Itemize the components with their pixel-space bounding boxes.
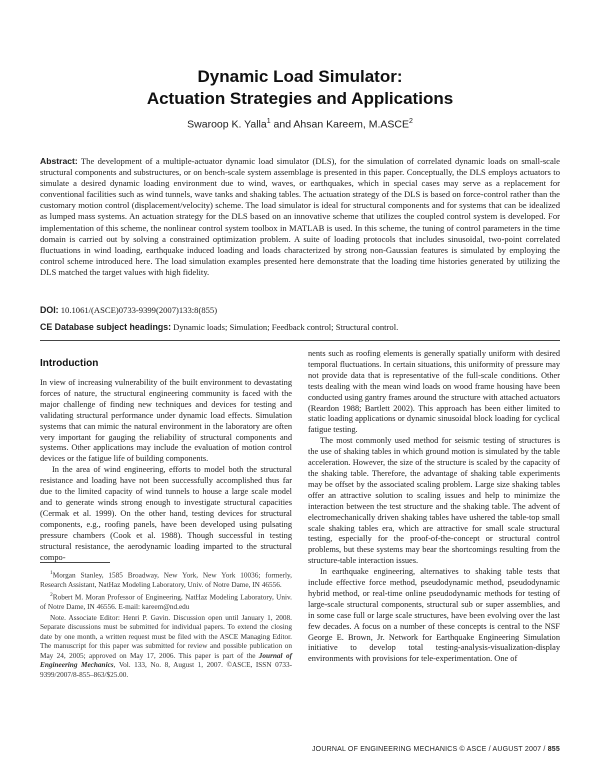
subject-headings-value: Dynamic loads; Simulation; Feedback control; Structural control. (171, 322, 399, 332)
intro-paragraph-3: nents such as roofing elements is generally spatially uniform with desired temporal fluctuations. In certain situations, this uniformity of pressure may not provide data that is representative of the full-scale conditions. Other tests dealing with the mean wind loads on wood frame housing have been conducted using gantry frames around the structure with attached actuators (Reardon 1988; Bartlett 2002). This approach has been either limited to static loading applications or dynamic sinusoidal block loading for cyclical fatigue testing. (308, 349, 560, 435)
doi-line (40, 305, 560, 315)
title-line-1: Dynamic Load Simulator: (197, 67, 403, 86)
intro-paragraph-1: In view of increasing vulnerability of the built environment to devastating forces of nature, the structural engineering community is faced with the major challenge of finding new techniques and devices for testing and validating structural performance under dynamic load effects. Simulation systems that can mimic the natural environment in the laboratory are often very important for gauging the reliability of structural components and systems. Other applications may include the evaluation of motion control devices or the fatigue life of building components. (40, 378, 292, 464)
abstract-label: Abstract: (40, 156, 78, 166)
footnotes (40, 569, 292, 681)
title-line-2: Actuation Strategies and Applications (146, 89, 454, 108)
footnote-1-mark: 1 (50, 570, 53, 576)
journal-name: Journal of Engineering Mechanics (40, 651, 292, 670)
footnote-divider (40, 562, 110, 563)
author-2: Ahsan Kareem, M.ASCE (293, 118, 409, 131)
author-2-affiliation-mark: 2 (408, 118, 413, 125)
subject-headings (40, 322, 560, 332)
intro-paragraph-5: In earthquake engineering, alternatives to shaking table tests that include effective force method, pseudodynamic method, pseudodynamic hybrid method, or real-time online pseudodynamic methods for testing of large-scale structural components, structural sub or super assemblies, and in some case full or large scale structures, have been evolving over the last few decades. A focus on a number of these concepts is central to the NSF George E. Brown, Jr. Network for Earthquake Engineering Simulation initiative to develop total testing-analysis-visualization-display environments with provisions for tele-experimentation. One of (308, 567, 560, 664)
doi-value: 10.1061/(ASCE)0733-9399(2007)133:8(855) (58, 305, 218, 315)
footnote-2-text: Robert M. Moran Professor of Engineering, NatHaz Modeling Laboratory, Univ. of Notre Dame, IN 46556. E-mail: kareem@nd.edu (40, 593, 292, 612)
intro-paragraph-2: In the area of wind engineering, efforts to model both the structural resistance and loading have not been successfully accomplished thus far due to the limited capacity of wind tunnels to house a large scale model and to generate winds strong enough to investigate structural capacities (Cermak et al. 1999). On the other hand, testing devices for structural components, e.g., roofing panels, have been developed using pulsating pressure chambers (Cook et al. 1988). Though successful in testing structural resistance, the aerodynamic loading imparted to the structural compo- (40, 465, 292, 562)
footnote-1 (40, 569, 292, 590)
author-line (0, 118, 600, 131)
paper-title (0, 66, 600, 110)
footnote-1-text: Morgan Stanley, 1585 Broadway, New York, New York 10036; formerly, Research Assistant, NatHaz Modeling Laboratory, Univ. of Notre Dame, IN 46556. (40, 571, 292, 589)
page-footer (312, 746, 560, 753)
intro-paragraph-4: The most commonly used method for seismic testing of structures is the use of shaking tables in which ground motion is simulated by the table acceleration. However, the size of the structure is scaled by the capacity of the shaking table. Therefore, the advantage of shaking table experiments may be offset by the associated scaling problem. Large size shaking tables offer an attractive solution to scaling issues and help to minimize the interaction between the test structure and the shaking table. The advent of electromechanically driven shaking tables have ushered the table-top small scale shaking tables era, which are attractive for small scale structural testing, especially for the proof-of-the-concept or structural control problems, but these systems may bear the shortcomings resulting from the structure-table interaction issues. (308, 436, 560, 566)
abstract-text: The development of a multiple-actuator dynamic load simulator (DLS), for the simulation of correlated dynamic loads on small-scale structural components and substructures, or on bench-scale system assemblage is presented in this paper. Conceptually, the DLS employs actuators to simulate a desired dynamic loading environment due to wind, waves, or earthquakes, which in special cases may serve as a replacement for conventional facilities such as wind tunnels, wave tanks and shaking tables. The actuation strategy of the DLS is based on force-control rather than the customary motion control (displacement/velocity) scheme. The load simulator is ideal for structural components and for systems that can be idealized as lumped mass systems. An actuation strategy for the DLS based on an innovative scheme that utilizes the coupled control system is developed. For implementation of this scheme, the nonlinear control system toolbox in MATLAB is used. In this scheme, the tuning of control parameters in the time domain is carried out by solving a constrained optimization problem. A suite of loading protocols that includes sinusoidal, two-point correlated fluctuations in wind loading, earthquake induced loading and loads characterized by strong non-Gaussian features is simulated by employing the control scheme introduced here. The load simulation examples presented here demonstrate that the loading time histories generated by utilizing the DLS matched the target values with high fidelity. (40, 156, 560, 277)
section-heading-introduction: Introduction (40, 358, 99, 369)
editorial-note-tail: , Vol. 133, No. 8, August 1, 2007. ©ASCE, ISSN 0733-9399/2007/8-855–863/$25.00. (40, 661, 293, 679)
right-column (308, 349, 560, 665)
footnote-2-mark: 2 (50, 592, 53, 599)
abstract (40, 156, 560, 278)
author-1: Swaroop K. Yalla (187, 118, 267, 131)
section-divider (40, 340, 560, 341)
author-connector: and (270, 118, 294, 131)
footnote-2 (40, 591, 292, 612)
editorial-note-text: Note. Associate Editor: Henri P. Gavin. Discussion open until January 1, 2008. Separate discussions must be submitted for individual papers. To extend the closing date by one month, a written request must be filed with the ASCE Managing Editor. The manuscript for this paper was submitted for review and possible publication on May 24, 2005; approved on May 17, 2006. This paper is part of the (40, 613, 292, 660)
author-1-affiliation-mark: 1 (266, 118, 271, 125)
subject-headings-label: CE Database subject headings: (40, 322, 172, 332)
footer-journal: JOURNAL OF ENGINEERING MECHANICS © ASCE / AUGUST 2007 / (311, 746, 548, 753)
doi-label: DOI: (40, 305, 59, 315)
editorial-note (40, 614, 292, 681)
left-column (40, 378, 292, 563)
page-number: 855 (547, 746, 560, 753)
